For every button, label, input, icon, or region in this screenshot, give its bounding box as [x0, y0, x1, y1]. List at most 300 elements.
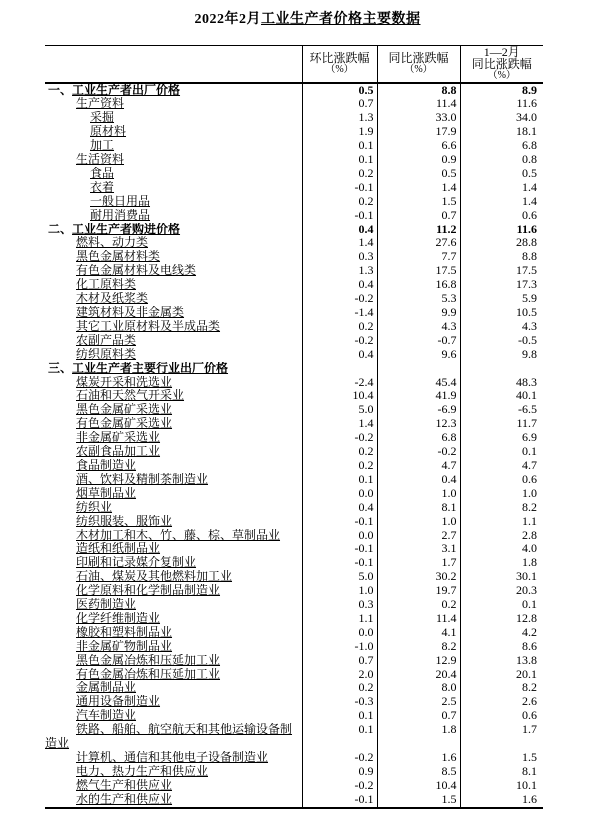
- value-cell: 0.2: [377, 598, 460, 612]
- row-label-cell: [45, 584, 302, 598]
- value-cell: 34.0: [460, 111, 543, 125]
- value-cell: 9.6: [377, 348, 460, 362]
- row-label-cell: [45, 320, 302, 334]
- row-label-cell: [45, 556, 302, 570]
- table-row: [45, 417, 543, 431]
- row-label-link[interactable]: 纺织业: [76, 500, 113, 514]
- row-label-link[interactable]: 橡胶和塑料制品业: [76, 625, 173, 639]
- row-label-prefix: 一、: [48, 82, 73, 97]
- value-cell: 11.2: [377, 223, 460, 237]
- table-row: [45, 640, 543, 654]
- row-label-link[interactable]: 铁路、船舶、航空航天和其他运输设备制造业: [45, 723, 293, 751]
- value-cell: 8.2: [460, 681, 543, 695]
- value-cell: 8.9: [460, 83, 543, 98]
- value-cell: 5.0: [302, 403, 377, 417]
- value-cell: 17.9: [377, 125, 460, 139]
- row-label-link[interactable]: 水的生产和供应业: [76, 792, 173, 806]
- value-cell: 1.1: [302, 612, 377, 626]
- row-label-link[interactable]: 非金属矿物制品业: [76, 639, 173, 653]
- column-header-yoy-text: 同比涨跌幅: [388, 51, 449, 66]
- row-label-cell: [45, 529, 302, 543]
- row-label-cell: [45, 487, 302, 501]
- row-label-link[interactable]: 食品: [90, 166, 115, 180]
- value-cell: -1.0: [302, 640, 377, 654]
- value-cell: 27.6: [377, 236, 460, 250]
- table-row: [45, 278, 543, 292]
- table-row: [45, 125, 543, 139]
- row-label-cell: [45, 167, 302, 181]
- value-cell: 17.5: [460, 264, 543, 278]
- table-row: [45, 709, 543, 723]
- row-label-link[interactable]: 燃气生产和供应业: [76, 778, 173, 792]
- value-cell: 0.4: [302, 223, 377, 237]
- row-label-link[interactable]: 黑色金属材料类: [76, 250, 161, 264]
- value-cell: 0.3: [302, 250, 377, 264]
- table-row: [45, 779, 543, 793]
- row-label-link[interactable]: 生产资料: [76, 97, 125, 111]
- row-label-link[interactable]: 其它工业原材料及半成品类: [76, 319, 221, 333]
- page-title: [0, 0, 615, 28]
- table-row: [45, 695, 543, 709]
- row-label-link[interactable]: 煤炭开采和洗选业: [76, 375, 173, 389]
- table-row: [45, 403, 543, 417]
- value-cell: -0.7: [377, 334, 460, 348]
- column-header-mom: [302, 46, 377, 83]
- value-cell: 0.1: [302, 139, 377, 153]
- table-row: [45, 181, 543, 195]
- row-label-link[interactable]: 加工: [90, 139, 115, 153]
- value-cell: 41.9: [377, 389, 460, 403]
- value-cell: 2.5: [377, 695, 460, 709]
- row-label-cell: [45, 473, 302, 487]
- value-cell: 0.7: [377, 709, 460, 723]
- value-cell: 20.3: [460, 584, 543, 598]
- value-cell: 11.4: [377, 612, 460, 626]
- table-row: [45, 445, 543, 459]
- value-cell: 0.4: [302, 278, 377, 292]
- value-cell: 0.2: [302, 445, 377, 459]
- value-cell: 0.2: [302, 320, 377, 334]
- value-cell: 12.8: [460, 612, 543, 626]
- value-cell: [377, 362, 460, 376]
- value-cell: 8.1: [460, 765, 543, 779]
- row-label-cell: [45, 417, 302, 431]
- value-cell: 1.3: [302, 111, 377, 125]
- row-label-cell: [45, 83, 302, 98]
- value-cell: 1.4: [377, 181, 460, 195]
- row-label-link[interactable]: 木材加工和木、竹、藤、棕、草制品业: [76, 528, 281, 542]
- row-label-link[interactable]: 计算机、通信和其他电子设备制造业: [76, 751, 269, 764]
- row-label-link[interactable]: 建筑材料及非金属类: [76, 306, 185, 319]
- value-cell: 0.2: [302, 459, 377, 473]
- value-cell: 4.7: [377, 459, 460, 473]
- table-row: [45, 654, 543, 668]
- column-header-yoy-unit: （%）: [404, 64, 433, 76]
- row-label-cell: [45, 612, 302, 626]
- value-cell: 16.8: [377, 278, 460, 292]
- row-label-link[interactable]: 工业生产者出厂价格: [72, 82, 181, 97]
- table-row: [45, 264, 543, 278]
- value-cell: 1.0: [460, 487, 543, 501]
- column-header-ytd-text: 同比涨跌幅: [471, 57, 532, 72]
- value-cell: -6.5: [460, 403, 543, 417]
- value-cell: -0.2: [302, 431, 377, 445]
- row-label-cell: [45, 97, 302, 111]
- value-cell: 20.1: [460, 668, 543, 682]
- value-cell: 4.3: [377, 320, 460, 334]
- value-cell: 0.4: [302, 501, 377, 515]
- value-cell: 8.8: [377, 83, 460, 98]
- table-row: [45, 209, 543, 223]
- row-label-link[interactable]: 有色金属矿采选业: [76, 417, 173, 431]
- value-cell: -0.1: [302, 793, 377, 808]
- value-cell: 0.3: [302, 598, 377, 612]
- value-cell: 0.1: [302, 723, 377, 751]
- value-cell: 0.6: [460, 209, 543, 223]
- value-cell: 18.1: [460, 125, 543, 139]
- value-cell: 0.6: [460, 709, 543, 723]
- table-row: [45, 473, 543, 487]
- value-cell: 0.9: [302, 765, 377, 779]
- value-cell: 1.5: [460, 751, 543, 765]
- row-label-cell: [45, 681, 302, 695]
- table-row: [45, 111, 543, 125]
- table-row: [45, 459, 543, 473]
- row-label-link[interactable]: 非金属矿采选业: [76, 431, 161, 445]
- table-row: [45, 515, 543, 529]
- table-row: [45, 598, 543, 612]
- table-row: [45, 167, 543, 181]
- page-title-prefix: 2022年2月: [194, 12, 261, 27]
- value-cell: 10.5: [460, 306, 543, 320]
- value-cell: 6.6: [377, 139, 460, 153]
- row-label-link[interactable]: 黑色金属矿采选业: [76, 403, 173, 417]
- row-label-cell: [45, 292, 302, 306]
- value-cell: -0.1: [302, 556, 377, 570]
- value-cell: -0.2: [302, 292, 377, 306]
- value-cell: 0.1: [460, 445, 543, 459]
- row-label-link[interactable]: 造纸和纸制品业: [76, 542, 161, 556]
- table-row: [45, 542, 543, 556]
- row-label-link[interactable]: 纺织原料类: [76, 347, 137, 361]
- row-label-cell: [45, 668, 302, 682]
- row-label-cell: [45, 765, 302, 779]
- table-row: [45, 153, 543, 167]
- table-row: [45, 626, 543, 640]
- table-row: [45, 320, 543, 334]
- row-label-cell: [45, 626, 302, 640]
- table-row: [45, 236, 543, 250]
- row-label-link[interactable]: 医药制造业: [76, 598, 137, 612]
- row-label-cell: [45, 431, 302, 445]
- row-label-link[interactable]: 烟草制品业: [76, 486, 137, 500]
- table-row: [45, 723, 543, 751]
- row-label-link[interactable]: 衣着: [90, 180, 115, 194]
- value-cell: 0.0: [302, 626, 377, 640]
- table-row: [45, 529, 543, 543]
- value-cell: 20.4: [377, 668, 460, 682]
- row-label-link[interactable]: 化学原料和化学制品制造业: [76, 584, 221, 598]
- value-cell: 2.8: [460, 529, 543, 543]
- row-label-cell: [45, 542, 302, 556]
- table-row: [45, 389, 543, 403]
- value-cell: 0.8: [460, 153, 543, 167]
- value-cell: 33.0: [377, 111, 460, 125]
- value-cell: 0.2: [302, 195, 377, 209]
- table-row: [45, 292, 543, 306]
- table-row: [45, 765, 543, 779]
- value-cell: 1.1: [460, 515, 543, 529]
- row-label-cell: [45, 723, 302, 751]
- value-cell: 5.0: [302, 570, 377, 584]
- row-label-link[interactable]: 汽车制造业: [76, 709, 137, 723]
- value-cell: 0.6: [460, 473, 543, 487]
- row-label-link[interactable]: 石油、煤炭及其他燃料加工业: [76, 570, 233, 584]
- row-label-cell: [45, 209, 302, 223]
- value-cell: 1.5: [377, 793, 460, 808]
- column-header-ytd-period: 1—2月: [483, 45, 520, 60]
- row-label-cell: [45, 334, 302, 348]
- value-cell: 2.6: [460, 695, 543, 709]
- value-cell: 4.0: [460, 542, 543, 556]
- table-row: [45, 431, 543, 445]
- value-cell: -1.4: [302, 306, 377, 320]
- row-label-cell: [45, 459, 302, 473]
- row-label-link[interactable]: 酒、饮料及精制茶制造业: [76, 472, 209, 486]
- value-cell: 10.1: [460, 779, 543, 793]
- value-cell: 1.6: [377, 751, 460, 765]
- row-label-link[interactable]: 化工原料类: [76, 278, 137, 292]
- row-label-link[interactable]: 农副食品加工业: [76, 445, 161, 459]
- header-row: [45, 46, 543, 83]
- table-row: [45, 376, 543, 390]
- row-label-link[interactable]: 纺织服装、服饰业: [76, 514, 173, 528]
- value-cell: 1.7: [460, 723, 543, 751]
- row-label-link[interactable]: 有色金属冶炼和压延加工业: [76, 667, 221, 681]
- row-label-link[interactable]: 石油和天然气开采业: [76, 389, 185, 403]
- value-cell: 3.1: [377, 542, 460, 556]
- value-cell: 10.4: [377, 779, 460, 793]
- row-label-cell: [45, 362, 302, 376]
- value-cell: 1.6: [460, 793, 543, 808]
- column-header-yoy: [377, 46, 460, 83]
- value-cell: [302, 362, 377, 376]
- value-cell: 7.7: [377, 250, 460, 264]
- row-label-cell: [45, 403, 302, 417]
- value-cell: 0.1: [302, 473, 377, 487]
- value-cell: -0.1: [302, 209, 377, 223]
- value-cell: 11.6: [460, 223, 543, 237]
- row-label-link[interactable]: 工业生产者购进价格: [72, 222, 181, 236]
- value-cell: -2.4: [302, 376, 377, 390]
- value-cell: 1.4: [302, 236, 377, 250]
- value-cell: 0.5: [460, 167, 543, 181]
- value-cell: 1.4: [460, 195, 543, 209]
- value-cell: 1.5: [377, 195, 460, 209]
- value-cell: 13.8: [460, 654, 543, 668]
- row-label-link[interactable]: 采掘: [90, 111, 115, 125]
- value-cell: 45.4: [377, 376, 460, 390]
- value-cell: 19.7: [377, 584, 460, 598]
- row-label-cell: [45, 181, 302, 195]
- value-cell: -0.3: [302, 695, 377, 709]
- value-cell: 1.0: [302, 584, 377, 598]
- row-label-link[interactable]: 食品制造业: [76, 458, 137, 472]
- value-cell: 0.5: [302, 83, 377, 98]
- table-row: [45, 348, 543, 362]
- value-cell: -0.1: [302, 181, 377, 195]
- row-label-cell: [45, 250, 302, 264]
- value-cell: -0.5: [460, 334, 543, 348]
- value-cell: 0.2: [302, 681, 377, 695]
- row-label-cell: [45, 264, 302, 278]
- row-label-cell: [45, 695, 302, 709]
- value-cell: 30.2: [377, 570, 460, 584]
- table-row: [45, 681, 543, 695]
- table-row: [45, 223, 543, 237]
- row-label-cell: [45, 111, 302, 125]
- table-row: [45, 334, 543, 348]
- row-label-cell: [45, 793, 302, 808]
- row-label-cell: [45, 779, 302, 793]
- value-cell: 17.3: [460, 278, 543, 292]
- row-label-link[interactable]: 生活资料: [76, 153, 125, 167]
- row-label-cell: [45, 223, 302, 237]
- value-cell: 8.0: [377, 681, 460, 695]
- row-label-link[interactable]: 一般日用品: [90, 194, 151, 208]
- table-row: [45, 139, 543, 153]
- row-label-link[interactable]: 耐用消费品: [90, 208, 151, 222]
- table-row: [45, 556, 543, 570]
- page-title-link[interactable]: 工业生产者价格主要数据: [261, 12, 421, 27]
- value-cell: 1.4: [460, 181, 543, 195]
- row-label-link[interactable]: 农副产品类: [76, 333, 137, 347]
- row-label-cell: [45, 125, 302, 139]
- value-cell: 0.7: [302, 654, 377, 668]
- row-label-link[interactable]: 电力、热力生产和供应业: [76, 764, 209, 778]
- value-cell: 9.9: [377, 306, 460, 320]
- table-row: [45, 97, 543, 111]
- value-cell: 0.2: [302, 167, 377, 181]
- table-row: [45, 751, 543, 765]
- row-label-cell: [45, 153, 302, 167]
- value-cell: 8.8: [460, 250, 543, 264]
- value-cell: 4.3: [460, 320, 543, 334]
- value-cell: 40.1: [460, 389, 543, 403]
- value-cell: 11.7: [460, 417, 543, 431]
- value-cell: [460, 362, 543, 376]
- row-label-link[interactable]: 有色金属材料及电线类: [76, 264, 197, 278]
- row-label-cell: [45, 278, 302, 292]
- value-cell: 1.3: [302, 264, 377, 278]
- value-cell: 2.7: [377, 529, 460, 543]
- row-label-cell: [45, 709, 302, 723]
- value-cell: 8.1: [377, 501, 460, 515]
- value-cell: -0.1: [302, 515, 377, 529]
- value-cell: 6.9: [460, 431, 543, 445]
- table-row: [45, 195, 543, 209]
- value-cell: 17.5: [377, 264, 460, 278]
- value-cell: 0.9: [377, 153, 460, 167]
- value-cell: -0.2: [302, 334, 377, 348]
- value-cell: 2.0: [302, 668, 377, 682]
- value-cell: 0.4: [302, 348, 377, 362]
- row-label-cell: [45, 445, 302, 459]
- value-cell: 5.3: [377, 292, 460, 306]
- row-label-cell: [45, 195, 302, 209]
- value-cell: 0.1: [302, 709, 377, 723]
- value-cell: 8.2: [460, 501, 543, 515]
- value-cell: 8.2: [377, 640, 460, 654]
- value-cell: 1.0: [377, 487, 460, 501]
- row-label-link[interactable]: 金属制品业: [76, 681, 137, 695]
- table-row: [45, 250, 543, 264]
- value-cell: 0.0: [302, 529, 377, 543]
- value-cell: 1.4: [302, 417, 377, 431]
- value-cell: -0.1: [302, 542, 377, 556]
- value-cell: 6.8: [377, 431, 460, 445]
- row-label-link[interactable]: 通用设备制造业: [76, 695, 161, 709]
- row-label-link[interactable]: 原材料: [90, 125, 127, 139]
- column-header-ytd-unit: （%）: [487, 70, 516, 82]
- row-label-link[interactable]: 化学纤维制造业: [76, 611, 161, 625]
- value-cell: 0.1: [302, 153, 377, 167]
- value-cell: 1.8: [377, 723, 460, 751]
- row-label-cell: [45, 389, 302, 403]
- value-cell: 11.6: [460, 97, 543, 111]
- value-cell: 6.8: [460, 139, 543, 153]
- value-cell: 0.7: [377, 209, 460, 223]
- row-label-link[interactable]: 燃料、动力类: [76, 236, 149, 250]
- row-label-cell: [45, 515, 302, 529]
- table-row: [45, 487, 543, 501]
- value-cell: -6.9: [377, 403, 460, 417]
- value-cell: 30.1: [460, 570, 543, 584]
- table-row: [45, 306, 543, 320]
- table-row: [45, 668, 543, 682]
- value-cell: -0.2: [377, 445, 460, 459]
- row-label-cell: [45, 751, 302, 765]
- row-label-cell: [45, 654, 302, 668]
- row-label-prefix: 二、: [48, 222, 73, 236]
- row-label-prefix: 三、: [48, 361, 73, 375]
- row-label-link[interactable]: 黑色金属冶炼和压延加工业: [76, 653, 221, 667]
- value-cell: -0.2: [302, 779, 377, 793]
- value-cell: 11.4: [377, 97, 460, 111]
- value-cell: 1.9: [302, 125, 377, 139]
- row-label-link[interactable]: 工业生产者主要行业出厂价格: [72, 361, 229, 375]
- row-label-link[interactable]: 木材及纸浆类: [76, 292, 149, 306]
- value-cell: 0.1: [460, 598, 543, 612]
- table-row: [45, 793, 543, 808]
- value-cell: 1.7: [377, 556, 460, 570]
- row-label-cell: [45, 501, 302, 515]
- table-row: [45, 570, 543, 584]
- table-header: [45, 46, 543, 83]
- row-label-cell: [45, 598, 302, 612]
- column-header-mom-text: 环比涨跌幅: [309, 51, 370, 66]
- value-cell: 4.7: [460, 459, 543, 473]
- column-header-mom-unit: （%）: [325, 64, 354, 76]
- value-cell: 8.5: [377, 765, 460, 779]
- value-cell: 48.3: [460, 376, 543, 390]
- value-cell: 0.5: [377, 167, 460, 181]
- table-row: [45, 501, 543, 515]
- value-cell: 4.1: [377, 626, 460, 640]
- table-row: [45, 584, 543, 598]
- row-label-link[interactable]: 印刷和记录媒介复制业: [76, 556, 197, 570]
- column-header-ytd: [460, 46, 543, 83]
